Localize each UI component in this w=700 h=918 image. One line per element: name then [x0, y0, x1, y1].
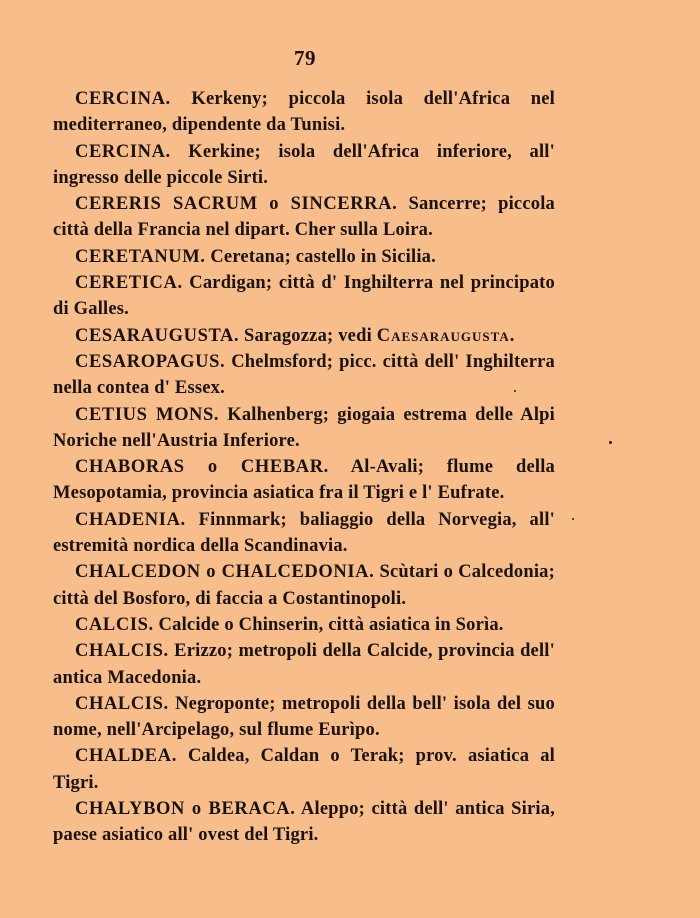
entry	[53, 612, 555, 638]
entry	[53, 349, 555, 402]
entry	[53, 743, 555, 796]
ink-speck	[609, 441, 612, 444]
entry	[53, 638, 555, 691]
entry-headword: CERCINA.	[75, 89, 171, 109]
entry-cross-reference: Caesaraugusta.	[376, 325, 516, 346]
entry-headword: CHABORAS o CHEBAR.	[75, 457, 329, 478]
entry-text: Aleppo; città dell' antica Siria, paese asiatico all' ovest del Tigri.	[53, 799, 556, 846]
entry-text: Caldea, Caldan o Terak; prov. asiatica al Tigri.	[53, 746, 555, 793]
entry-text: Scùtari o Calcedonia; città del Bosforo, di faccia a Costantinopoli.	[53, 562, 555, 609]
entry-headword: CHALCIS.	[75, 641, 169, 662]
dictionary-entries	[53, 86, 555, 849]
ink-speck	[572, 518, 574, 520]
entry-headword: CESAROPAGUS.	[75, 351, 226, 372]
entry-text: Al-Avali; flume della Mesopotamia, provincia asiatica fra il Tigri e l' Eufrate.	[53, 457, 555, 504]
entry	[53, 691, 555, 744]
entry	[53, 323, 555, 349]
entry	[53, 454, 555, 507]
entry	[53, 507, 555, 560]
entry-text: Saragozza; vedi	[239, 325, 377, 346]
entry	[53, 402, 555, 455]
entry-text: Erizzo; metropoli della Calcide, provincia dell' antica Macedonia.	[53, 641, 555, 688]
entry	[53, 244, 555, 270]
page-number: 79	[294, 46, 316, 70]
entry-headword: CESARAUGUSTA.	[75, 325, 240, 346]
entry-text: Cardigan; città d' Inghilterra nel principato di Galles.	[53, 273, 555, 320]
entry-text: Sancerre; piccola città della Francia nel dipart. Cher sulla Loira.	[53, 194, 555, 241]
entry-headword: CHALDEA.	[75, 746, 177, 767]
entry-headword: CERETICA.	[75, 273, 183, 294]
entry	[53, 86, 555, 139]
entry	[53, 796, 555, 849]
entry-headword: CHALCIS.	[75, 693, 169, 714]
entry-text: Finnmark; baliaggio della Norvegia, all' estremità nordica della Scandinavia.	[53, 509, 555, 557]
entry	[53, 139, 555, 192]
entry-headword: CHADENIA.	[75, 509, 186, 530]
entry-text: Kerkeny; piccola isola dell'Africa nel mediterraneo, dipendente da Tunisi.	[53, 89, 555, 136]
entry-headword: CALCIS.	[75, 614, 154, 635]
entry	[53, 559, 555, 612]
entry-headword: CHALCEDON o CHALCEDONIA.	[75, 562, 375, 583]
entry-text: Kerkine; isola dell'Africa inferiore, all' ingresso delle piccole Sirti.	[53, 141, 555, 188]
entry	[53, 270, 555, 323]
entry-text: Chelmsford; picc. città dell' Inghilterra nella contea d' Essex.	[53, 351, 555, 399]
entry-text: Negroponte; metropoli della bell' isola del suo nome, nell'Arcipelago, sul flume Eurìpo.	[53, 693, 555, 741]
entry-headword: CERERIS SACRUM o SINCERRA.	[75, 194, 398, 215]
entry-text: Ceretana; castello in Sicilia.	[205, 246, 436, 267]
ink-speck	[514, 390, 516, 392]
entry-headword: CHALYBON o BERACA.	[75, 799, 296, 820]
entry-headword: CERETANUM.	[75, 246, 206, 267]
entry-text: Calcide o Chinserin, città asiatica in Sorìa.	[153, 614, 504, 635]
entry-headword: CETIUS MONS.	[75, 404, 220, 425]
entry	[53, 191, 555, 244]
entry-headword: CERCINA.	[75, 141, 171, 162]
entry-text: Kalhenberg; giogaia estrema delle Alpi Noriche nell'Austria Inferiore.	[53, 404, 555, 451]
